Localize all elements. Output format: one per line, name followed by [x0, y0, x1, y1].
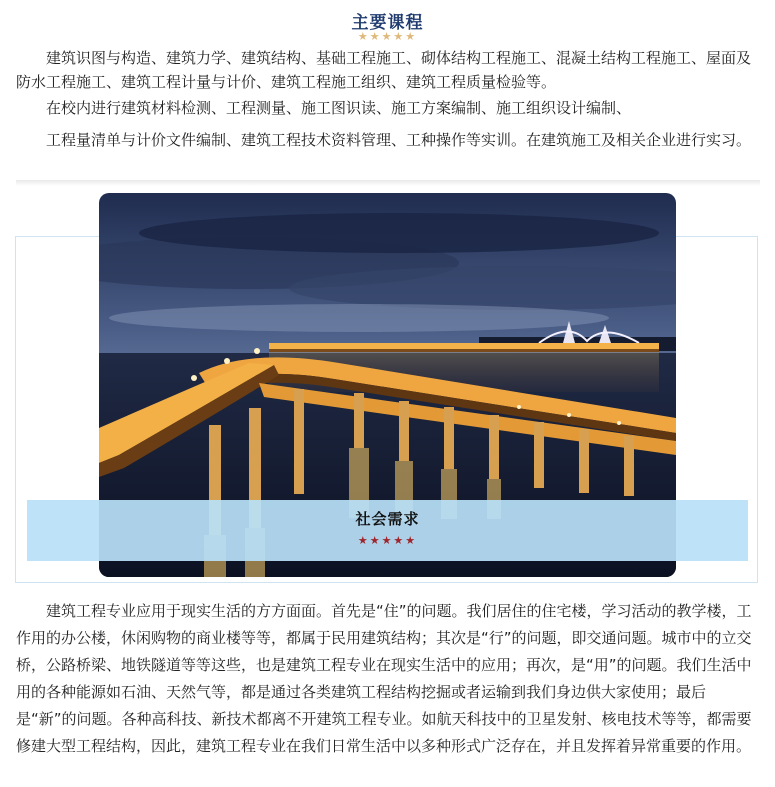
section-banner-demand — [27, 500, 748, 561]
courses-paragraph-1: 建筑识图与构造、建筑力学、建筑结构、基础工程施工、砌体结构工程施工、混凝土结构工程施工、屋面及防水工程施工、建筑工程计量与计价、建筑工程施工组织、建筑工程质量检验等。 — [16, 49, 752, 91]
section-divider — [16, 180, 760, 186]
demand-paragraph: 建筑工程专业应用于现实生活的方方面面。首先是“住”的问题。我们居住的住宅楼，学习活动的教学楼，工作用的办公楼，休闲购物的商业楼等等，都属于民用建筑结构；其次是“行”的问题，即交通问题。城市中的立交桥，公路桥梁、地铁隧道等等这些，也是建筑工程专业在现实生活中的应用；再次，是“用”的问题。我们生活中用的各种能源如石油、天然气等，都是通过各类建筑工程结构挖掘或者运输到我们身边供大家使用；最后是“新”的问题。各种高科技、新技术都离不开建筑工程专业。如航天科技中的卫星发射、核电技术等等，都需要修建大型工程结构，因此，建筑工程专业在我们日常生活中以多种形式广泛存在，并且发挥着异常重要的作用。 — [16, 602, 752, 755]
courses-paragraph-3: 工程量清单与计价文件编制、建筑工程技术资料管理、工种操作等实训。在建筑施工及相关企业进行实习。 — [46, 131, 752, 149]
section-title-courses: 主要课程 — [351, 13, 424, 33]
courses-paragraph-2: 在校内进行建筑材料检测、工程测量、施工图识读、施工方案编制、施工组织设计编制、 — [46, 99, 632, 117]
section-title-demand: 社会需求 — [355, 510, 420, 528]
title-stars: ★★★★★ — [357, 30, 418, 43]
banner-stars: ★★★★★ — [357, 534, 418, 547]
